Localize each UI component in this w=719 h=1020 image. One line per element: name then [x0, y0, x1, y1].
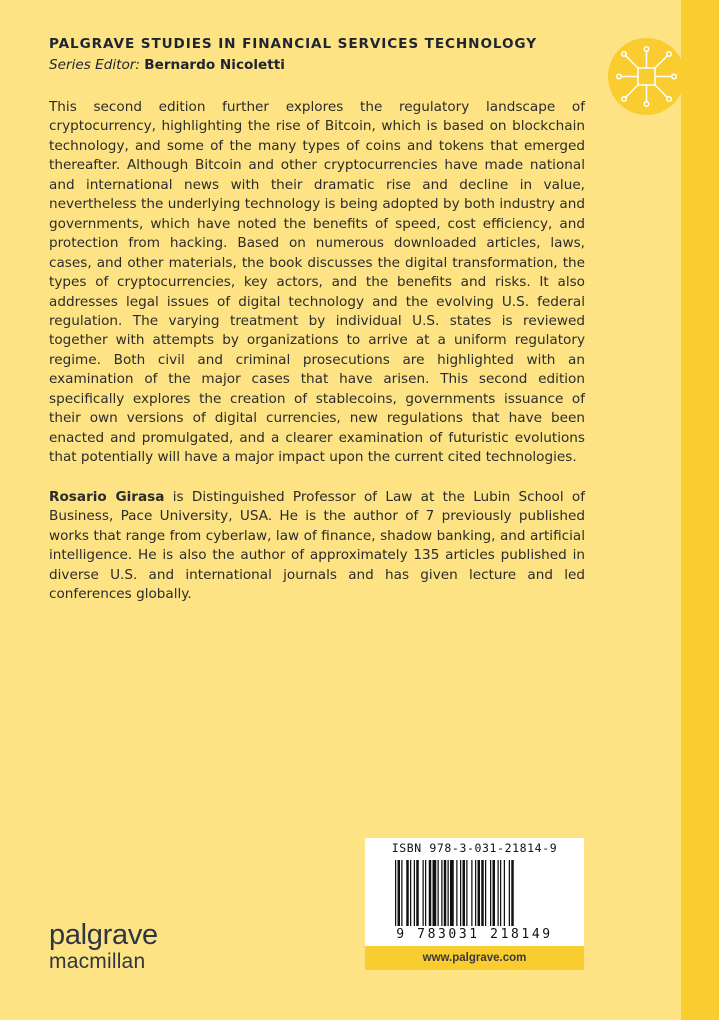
barcode-bar [444, 860, 447, 926]
barcode-bar [509, 860, 510, 926]
barcode-bar [406, 860, 409, 926]
barcode-bar [410, 860, 411, 926]
website-bar [365, 946, 584, 970]
author-bio-text: is Distinguished Professor of Law at the Lubin School of Business, Pace University, USA. He is the author of 7 previously published works that range from cyberlaw, law of finance, shadow banking, and artificial intelligence. He is also the author of approximately 135 articles published in diverse U.S. and international journals and has given lecture and led conferences globally. [49, 489, 585, 603]
barcode-bar [441, 860, 442, 926]
barcode-bar [425, 860, 426, 926]
series-editor-name: Bernardo Nicoletti [144, 57, 285, 73]
publisher-logo-line1: palgrave [49, 919, 158, 951]
barcode-bar [429, 860, 432, 926]
publisher-logo-line2: macmillan [49, 950, 146, 973]
barcode-bar [433, 860, 437, 926]
network-node-icon [608, 38, 685, 115]
barcode-bar [423, 860, 424, 926]
author-name: Rosario Girasa [49, 489, 165, 505]
barcode-bar [438, 860, 439, 926]
barcode-digits: 9 783031 218149 [396, 927, 553, 942]
barcode-bar [448, 860, 449, 926]
barcode-bar [500, 860, 501, 926]
barcode-bar [460, 860, 461, 926]
barcode-bar [471, 860, 472, 926]
author-bio [49, 488, 585, 605]
barcode-bar [490, 860, 491, 926]
barcode-bar [511, 860, 514, 926]
publisher-logo [49, 920, 158, 974]
barcode-bar [481, 860, 484, 926]
barcode-bar [466, 860, 467, 926]
series-editor [49, 57, 285, 73]
barcode-bar [416, 860, 419, 926]
barcode-bar [456, 860, 457, 926]
barcode-bar [463, 860, 466, 926]
barcode-box [365, 838, 584, 946]
barcode-icon [395, 860, 555, 926]
barcode-bar [475, 860, 476, 926]
series-editor-label: Series Editor: [49, 57, 140, 73]
series-title: PALGRAVE STUDIES IN FINANCIAL SERVICES TECHNOLOGY [49, 36, 537, 52]
series-emblem [608, 38, 685, 115]
barcode-bar [398, 860, 401, 926]
barcode-bar [395, 860, 396, 926]
spine-strip [681, 0, 719, 1020]
barcode-bar [485, 860, 486, 926]
isbn-label: ISBN 978-3-031-21814-9 [391, 841, 558, 855]
barcode-bar [414, 860, 415, 926]
barcode-bar [478, 860, 481, 926]
barcode-bar [493, 860, 496, 926]
website-url: www.palgrave.com [422, 952, 527, 964]
barcode-bar [450, 860, 454, 926]
barcode-bar [401, 860, 402, 926]
barcode-bar [498, 860, 499, 926]
book-blurb: This second edition further explores the regulatory landscape of cryptocurrency, highlighting the rise of Bitcoin, which is based on blockchain technology, and some of the many types of coins and tokens that emerged thereafter. Although Bitcoin and other cryptocurrencies have made national and international news with their dramatic rise and decline in value, nevertheless the underlying technology is being adopted by both industry and governments, which have noted the benefits of speed, cost efficiency, and protection from hacking. Based on numerous downloaded articles, laws, cases, and other materials, the book discusses the digital transformation, the types of cryptocurrencies, key actors, and the benefits and risks. It also addresses legal issues of digital technology and the evolving U.S. federal regulation. The varying treatment by individual U.S. states is reviewed together with attempts by organizations to arrive at a uniform regulatory regime. Both civil and criminal prosecutions are highlighted with an examination of the major cases that have arisen. This second edition specifically explores the creation of stablecoins, governments issuance of their own versions of digital currencies, new regulations that have been enacted and promulgated, and a clearer examination of futuristic evolutions that potentially will have a major impact upon the current cited technologies. [49, 99, 585, 466]
barcode-bar [504, 860, 505, 926]
